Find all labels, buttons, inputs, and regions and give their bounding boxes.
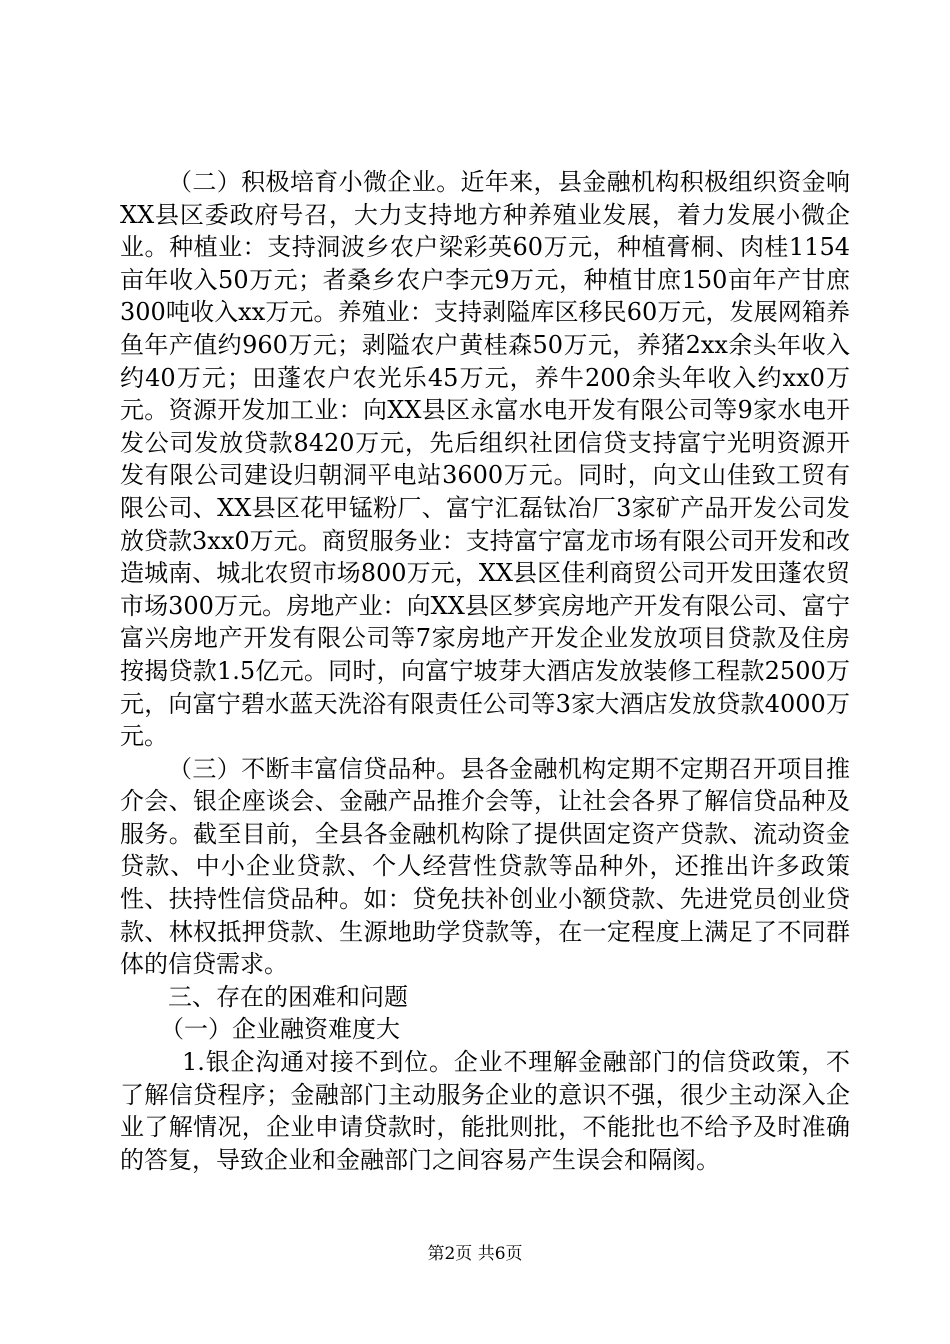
- page-footer: 第2页 共6页: [427, 1244, 523, 1264]
- paragraph-support-small-enterprises: （二）积极培育小微企业。近年来，县金融机构积极组织资金响XX县区委政府号召，大力支持地方种养殖业发展，着力发展小微企业。种植业：支持洞波乡农户梁彩英60万元，种植膏桐、肉桂1154亩年收入50万元；者桑乡农户李元9万元，种植甘庶150亩年产甘庶300吨收入xx万元。养殖业：支持剥隘库区移民60万元，发展网箱养鱼年产值约960万元；剥隘农户黄桂森50万元，养猪2xx余头年收入约40万元；田蓬农户农光乐45万元，养牛200余头年收入约xx0万元。资源开发加工业：向XX县区永富水电开发有限公司等9家水电开发公司发放贷款8420万元，先后组织社团信贷支持富宁光明资源开发有限公司建设归朝洞平电站3600万元。同时，向文山佳致工贸有限公司、XX县区花甲锰粉厂、富宁汇磊钛冶厂3家矿产品开发公司发放贷款3xx0万元。商贸服务业：支持富宁富龙市场有限公司开发和改造城南、城北农贸市场800万元，XX县区佳利商贸公司开发田蓬农贸市场300万元。房地产业：向XX县区梦宾房地产开发有限公司、富宁富兴房地产开发有限公司等7家房地产开发企业发放项目贷款及住房按揭贷款1.5亿元。同时，向富宁坡芽大酒店发放装修工程款2500万元，向富宁碧水蓝天洗浴有限责任公司等3家大酒店发放贷款4000万元。: [120, 168, 850, 751]
- document-body: [120, 166, 850, 1176]
- section-heading-difficulties: 三、存在的困难和问题: [168, 982, 408, 1011]
- paragraph-bank-enterprise-communication: 1.银企沟通对接不到位。企业不理解金融部门的信贷政策，不了解信贷程序；金融部门主动服务企业的意识不强，很少主动深入企业了解情况，企业申请贷款时，能批则批，不能批也不给予及时准确的答复，导致企业和金融部门之间容易产生误会和隔阂。: [120, 1048, 850, 1174]
- subsection-heading-financing: （一）企业融资难度大: [160, 1015, 400, 1044]
- paragraph-credit-products: （三）不断丰富信贷品种。县各金融机构定期不定期召开项目推介会、银企座谈会、金融产品推介会等，让社会各界了解信贷品种及服务。截至目前，全县各金融机构除了提供固定资产贷款、流动资金贷款、中小企业贷款、个人经营性贷款等品种外，还推出许多政策性、扶持性信贷品种。如：贷免扶补创业小额贷款、先进党员创业贷款、林权抵押贷款、生源地助学贷款等，在一定程度上满足了不同群体的信贷需求。: [120, 754, 850, 979]
